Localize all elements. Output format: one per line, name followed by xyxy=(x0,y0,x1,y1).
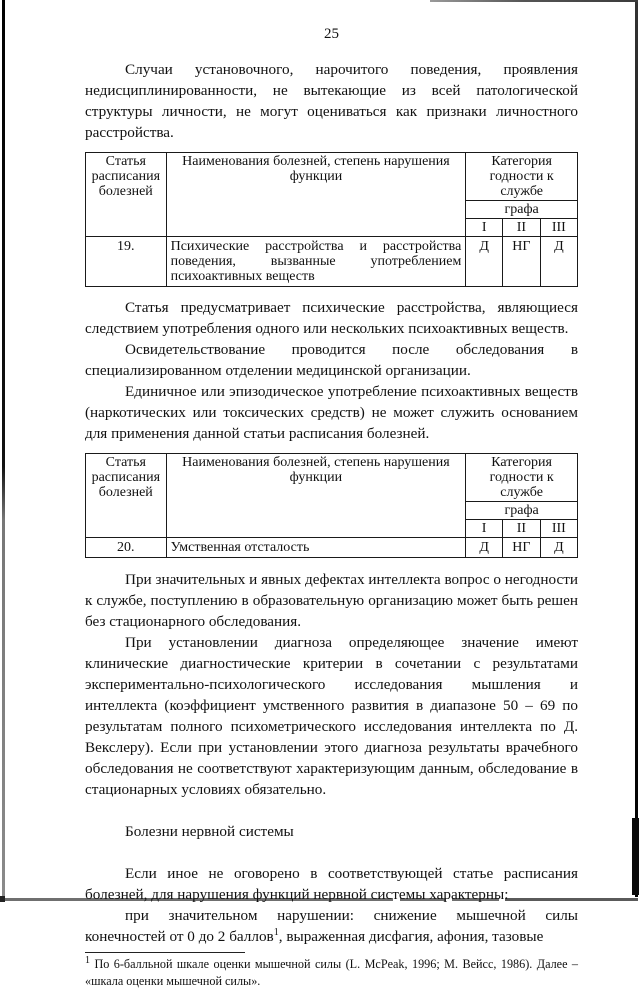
scan-artifact-right-bar xyxy=(632,818,639,895)
category-3-cell: Д xyxy=(540,538,577,558)
footnote-marker: 1 xyxy=(85,954,90,966)
table-row xyxy=(86,237,578,287)
paragraph: Статья предусматривает психические расстройства, являющиеся следствием употребления одного или нескольких психоактивных веществ. xyxy=(85,299,578,337)
scan-artifact-corner-mark xyxy=(0,896,5,902)
table-header-category: Категория годности к службе xyxy=(466,153,578,201)
page-content xyxy=(85,26,578,990)
disease-name-cell: Психические расстройства и расстройства поведения, вызванные употреблением психоактивных веществ xyxy=(166,237,466,287)
footnote-block xyxy=(85,952,578,990)
category-2-cell: НГ xyxy=(503,237,541,287)
table-header-article-column: Статья расписания болезней xyxy=(86,153,167,237)
table-header-col-1: I xyxy=(466,219,503,237)
table-header-grafa: графа xyxy=(466,502,578,520)
table-header-col-2: II xyxy=(503,520,541,538)
table-row xyxy=(86,538,578,558)
table-header-category: Категория годности к службе xyxy=(466,454,578,502)
scan-artifact-right-edge xyxy=(635,0,638,897)
scan-artifact-left-edge xyxy=(2,0,5,897)
scan-artifact-top-line xyxy=(430,0,638,2)
paragraph-text: , выраженная дисфагия, афония, тазовые xyxy=(278,928,544,945)
footnote-reference: 1 xyxy=(273,926,279,938)
footnote-separator xyxy=(85,952,245,953)
page-number: 25 xyxy=(324,26,339,42)
disease-schedule-table-20 xyxy=(85,453,578,558)
paragraph-text: при значительном нарушении: снижение мышечной силы конечностей от 0 до 2 баллов xyxy=(85,907,578,945)
table-header-disease-column: Наименования болезней, степень нарушения функции xyxy=(166,153,466,237)
table-header-col-3: III xyxy=(540,219,577,237)
category-3-cell: Д xyxy=(540,237,577,287)
footnote-text: По 6-балльной шкале оценки мышечной силы (L. McPeak, 1996; М. Вейсс, 1986). Далее – «шкала оценки мышечной силы». xyxy=(85,957,579,988)
category-1-cell: Д xyxy=(466,538,503,558)
paragraph: Если иное не оговорено в соответствующей статье расписания болезней, для нарушения функций нервной системы характерны: xyxy=(85,865,578,903)
article-number-cell: 19. xyxy=(86,237,167,287)
footnote xyxy=(85,956,578,990)
paragraph-with-footnote-ref xyxy=(85,905,578,947)
paragraph: При установлении диагноза определяющее значение имеют клинические диагностические критерии в сочетании с результатами экспериментально-психологического исследования мышления и интеллекта (коэффициент умственного развития в диапазоне 50 – 69 по результатам полного психометрического исследования интеллекта по Д. Векслеру). Если при установлении этого диагноза результаты врачебного обследования не соответствуют характеризующим данным, обследование в стационарных условиях обязательно. xyxy=(85,634,578,798)
disease-schedule-table-19 xyxy=(85,152,578,287)
table-header-col-3: III xyxy=(540,520,577,538)
table-header-disease-column: Наименования болезней, степень нарушения функции xyxy=(166,454,466,538)
category-1-cell: Д xyxy=(466,237,503,287)
section-heading: Болезни нервной системы xyxy=(125,823,294,840)
table-header-grafa: графа xyxy=(466,201,578,219)
table-header-col-2: II xyxy=(503,219,541,237)
article-number-cell: 20. xyxy=(86,538,167,558)
paragraph: Освидетельствование проводится после обследования в специализированном отделении медицинской организации. xyxy=(85,341,578,379)
paragraph: Единичное или эпизодическое употребление психоактивных веществ (наркотических или токсических средств) не может служить основанием для применения данной статьи расписания болезней. xyxy=(85,383,578,442)
table-header-col-1: I xyxy=(466,520,503,538)
table-header-article-column: Статья расписания болезней xyxy=(86,454,167,538)
paragraph: При значительных и явных дефектах интеллекта вопрос о негодности к службе, поступлению в образовательную организацию может быть решен без стационарного обследования. xyxy=(85,571,578,630)
disease-name-cell: Умственная отсталость xyxy=(166,538,466,558)
category-2-cell: НГ xyxy=(503,538,541,558)
paragraph: Случаи установочного, нарочитого поведения, проявления недисциплинированности, не вытекающие из всей патологической структуры личности, не могут оцениваться как признаки личностного расстройства. xyxy=(85,61,578,141)
